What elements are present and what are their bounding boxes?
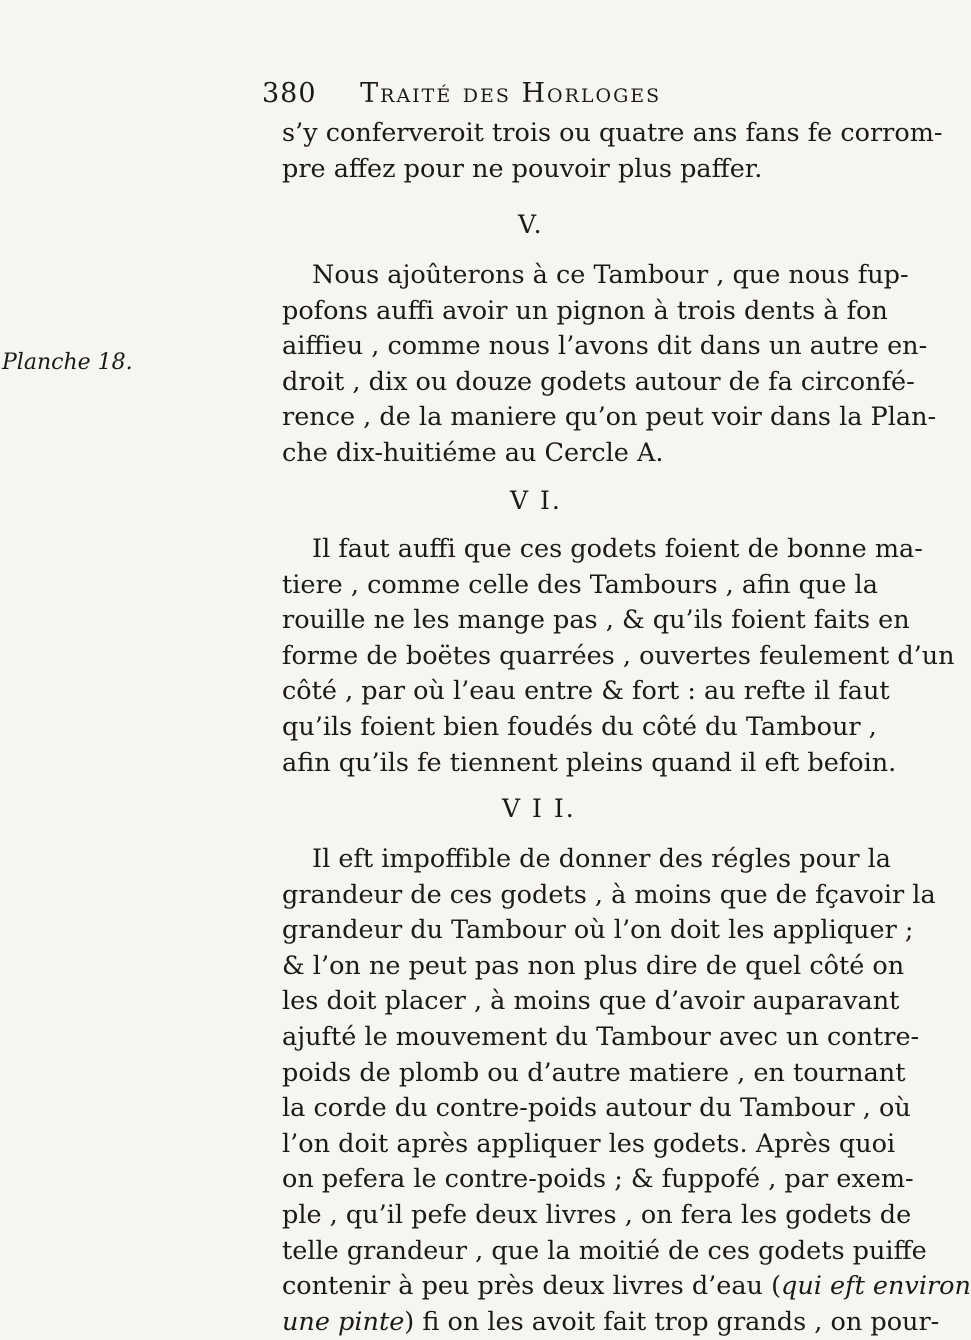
text-line: telle grandeur , que la moitié de ces godets puiffe — [282, 1235, 927, 1266]
section-number-vii: V I I. — [502, 794, 576, 823]
italic-aside: qui eft environ — [781, 1271, 971, 1302]
text-run: ) fi on les avoit fait trop grands , on pour- — [404, 1306, 940, 1337]
text-line: grandeur de ces godets , à moins que de fçavoir la — [282, 879, 936, 910]
text-line: forme de boëtes quarrées , ouvertes feulement d’un — [282, 640, 955, 671]
text-line: afin qu’ils fe tiennent pleins quand il eft befoin. — [282, 747, 897, 778]
paragraph-section-vii — [282, 842, 971, 1340]
text-line: l’on doit après appliquer les godets. Après quoi — [282, 1128, 896, 1159]
text-line — [282, 1269, 971, 1305]
text-line: ajufté le mouvement du Tambour avec un contre- — [282, 1021, 920, 1052]
text-line: s’y conferveroit trois ou quatre ans fans fe corrom- — [282, 118, 943, 148]
section-number-vi: V I. — [510, 486, 562, 515]
section-number-v: V. — [518, 210, 544, 239]
paragraph-section-v — [282, 258, 937, 472]
text-line: rence , de la maniere qu’on peut voir dans la Plan- — [282, 402, 937, 433]
text-line: on pefera le contre-poids ; & fuppofé , par exem- — [282, 1164, 914, 1195]
text-line: grandeur du Tambour où l’on doit les appliquer ; — [282, 915, 914, 946]
text-line: droit , dix ou douze godets autour de fa circonfé- — [282, 366, 915, 397]
text-line: Il eft impoffible de donner des régles pour la — [312, 844, 892, 874]
text-line: poids de plomb ou d’autre matiere , en tournant — [282, 1057, 906, 1088]
running-title: Traité des Horloges — [360, 78, 662, 109]
text-line — [282, 1305, 940, 1340]
text-run: contenir à peu près deux livres d’eau ( — [282, 1271, 782, 1302]
page-number: 380 — [262, 78, 317, 109]
text-line: rouille ne les mange pas , & qu’ils foient faits en — [282, 605, 910, 636]
italic-aside: une pinte — [282, 1306, 405, 1337]
paragraph-continuation — [282, 116, 943, 187]
text-line: les doit placer , à moins que d’avoir auparavant — [282, 986, 900, 1017]
text-line: la corde du contre-poids autour du Tambour , où — [282, 1093, 911, 1124]
text-line: pofons auffi avoir un pignon à trois dents à fon — [282, 295, 888, 326]
text-line: & l’on ne peut pas non plus dire de quel côté on — [282, 950, 905, 981]
text-line: Il faut auffi que ces godets foient de bonne ma- — [312, 534, 923, 564]
text-line: pre affez pour ne pouvoir plus paffer. — [282, 153, 763, 184]
text-line: aiffieu , comme nous l’avons dit dans un autre en- — [282, 331, 928, 362]
text-line: che dix-huitiéme au Cercle A. — [282, 437, 664, 468]
text-line: Nous ajoûterons à ce Tambour , que nous fup- — [312, 260, 909, 290]
text-line: côté , par où l’eau entre & fort : au refte il faut — [282, 676, 890, 707]
running-header — [262, 78, 822, 109]
text-line: tiere , comme celle des Tambours , afin que la — [282, 569, 878, 600]
text-line: ple , qu’il pefe deux livres , on fera les godets de — [282, 1199, 912, 1230]
text-line: qu’ils foient bien foudés du côté du Tambour , — [282, 711, 877, 742]
paragraph-section-vi — [282, 532, 955, 781]
margin-note: Planche 18. — [2, 350, 133, 375]
